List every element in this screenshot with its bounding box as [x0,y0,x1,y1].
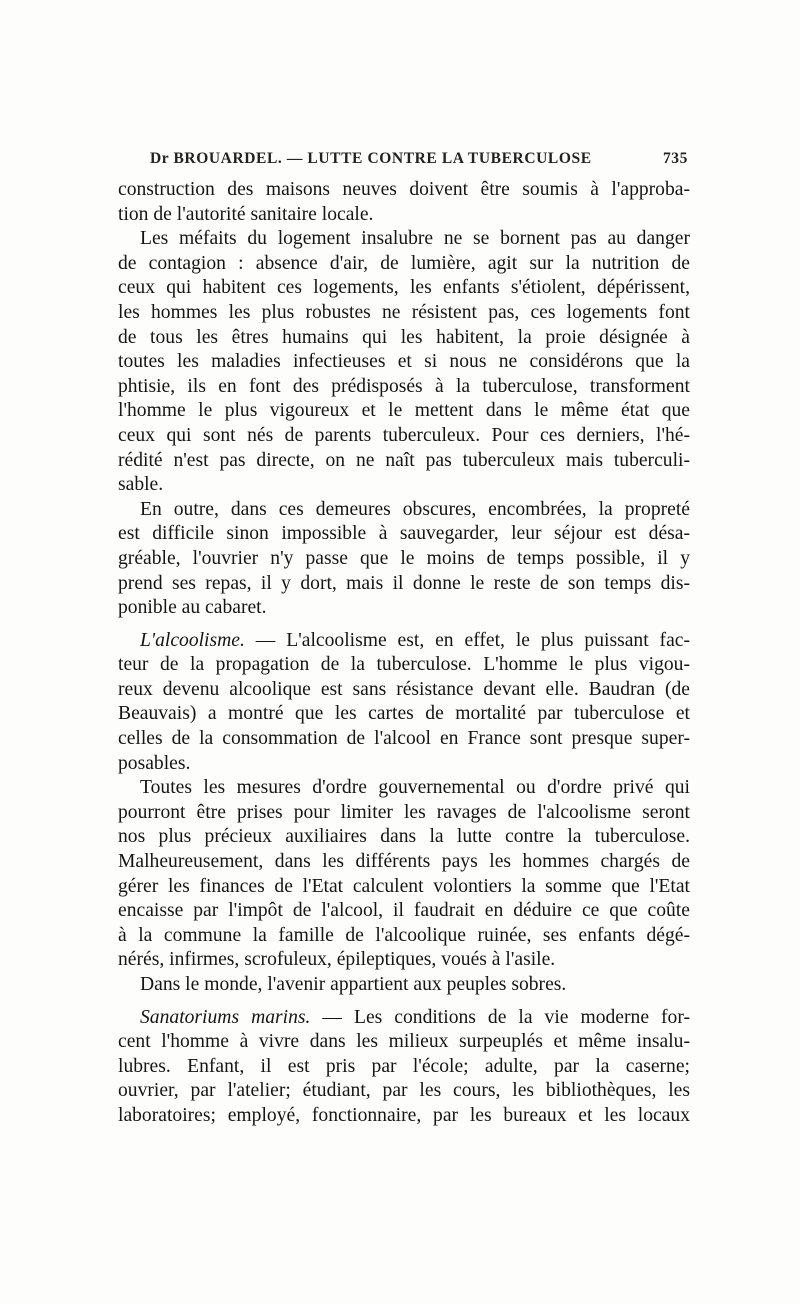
text-line: nos plus précieux auxiliaires dans la lutte contre la tuberculose. [118,826,690,848]
text-line: encaisse par l'impôt de l'alcool, il faudrait en déduire ce que coûte [118,900,690,922]
text-line: reux devenu alcoolique est sans résistance devant elle. Baudran (de [118,678,690,700]
text-line: l'homme le plus vigoureux et le mettent dans le même état que [118,400,690,422]
text-line: celles de la consommation de l'alcool en France sont presque super- [118,728,690,750]
body-text [118,178,690,1129]
text-line: cent l'homme à vivre dans les milieux surpeuplés et même insalu- [118,1031,690,1053]
paragraph [118,776,690,973]
section-title: Sanatoriums marins. [140,1006,311,1028]
text-line: ceux qui sont nés de parents tuberculeux. Pour ces derniers, l'hé- [118,424,690,446]
text-line [118,1006,690,1031]
text-line: Beauvais) a montré que les cartes de mortalité par tuberculose et [118,703,690,725]
text-line: prend ses repas, il y dort, mais il donne le reste de son temps dis- [118,572,690,594]
running-head: Dr BROUARDEL. — LUTTE CONTRE LA TUBERCULOSE [150,150,592,167]
text-line: de contagion : absence d'air, de lumière, agit sur la nutrition de [118,252,690,274]
section-gap [118,998,690,1006]
text-line: nérés, infirmes, scrofuleux, épileptiques, voués à l'asile. [118,949,556,971]
text-line: ceux qui habitent ces logements, les enfants s'étiolent, dépérissent, [118,277,690,299]
text-line: En outre, dans ces demeures obscures, encombrées, la propreté [140,498,690,520]
paragraph-sanatoriums-marins [118,1006,690,1129]
text-line: Les méfaits du logement insalubre ne se bornent pas au danger [140,228,690,250]
text-line: rédité n'est pas directe, on ne naît pas tuberculeux mais tuberculi- [118,449,690,471]
text-line: toutes les maladies infectieuses et si nous ne considérons que la [118,351,690,373]
text-line: est difficile sinon impossible à sauvegarder, leur séjour est désa- [118,523,690,545]
text-line: tion de l'autorité sanitaire locale. [118,203,374,225]
section-lead: — L'alcoolisme est, en effet, le plus puissant fac- [244,629,690,651]
text-line: construction des maisons neuves doivent être soumis à l'approba- [118,179,690,200]
text-line: les hommes les plus robustes ne résistent pas, ces logements font [118,301,690,323]
text-line: sable. [118,474,164,496]
paragraph [118,498,690,621]
text-line: teur de la propagation de la tuberculose. L'homme le plus vigou- [118,654,690,676]
text-line: lubres. Enfant, il est pris par l'école; adulte, par la caserne; [118,1055,690,1077]
page-number: 735 [662,150,688,167]
paragraph [118,227,690,498]
text-line: gérer les finances de l'Etat calculent volontiers la somme que l'Etat [118,875,690,897]
text-line: Malheureusement, dans les différents pays les hommes chargés de [118,851,690,873]
paragraph [118,178,690,227]
paragraph [118,973,690,998]
text-line: Dans le monde, l'avenir appartient aux peuples sobres. [140,974,567,995]
text-line [118,629,690,654]
section-title: L'alcoolisme. [140,629,245,651]
text-line: laboratoires; employé, fonctionnaire, par les bureaux et les locaux [118,1104,690,1126]
text-line: pourront être prises pour limiter les ravages de l'alcoolisme seront [118,801,690,823]
text-line: Toutes les mesures d'ordre gouvernemental ou d'ordre privé qui [140,777,690,799]
text-line: ponible au cabaret. [118,597,267,619]
page-header [150,150,688,172]
text-line: de tous les êtres humains qui les habitent, la proie désignée à [118,326,690,348]
text-line: phtisie, ils en font des prédisposés à la tuberculose, transforment [118,375,690,397]
section-gap [118,621,690,629]
text-line: posables. [118,752,191,774]
text-line: ouvrier, par l'atelier; étudiant, par les cours, les bibliothèques, les [118,1080,690,1102]
section-lead: — Les conditions de la vie moderne for- [310,1006,690,1028]
text-line: gréable, l'ouvrier n'y passe que le moins de temps possible, il y [118,547,690,569]
text-line: à la commune la famille de l'alcoolique ruinée, ses enfants dégé- [118,924,690,946]
paragraph-alcoolisme [118,629,690,777]
